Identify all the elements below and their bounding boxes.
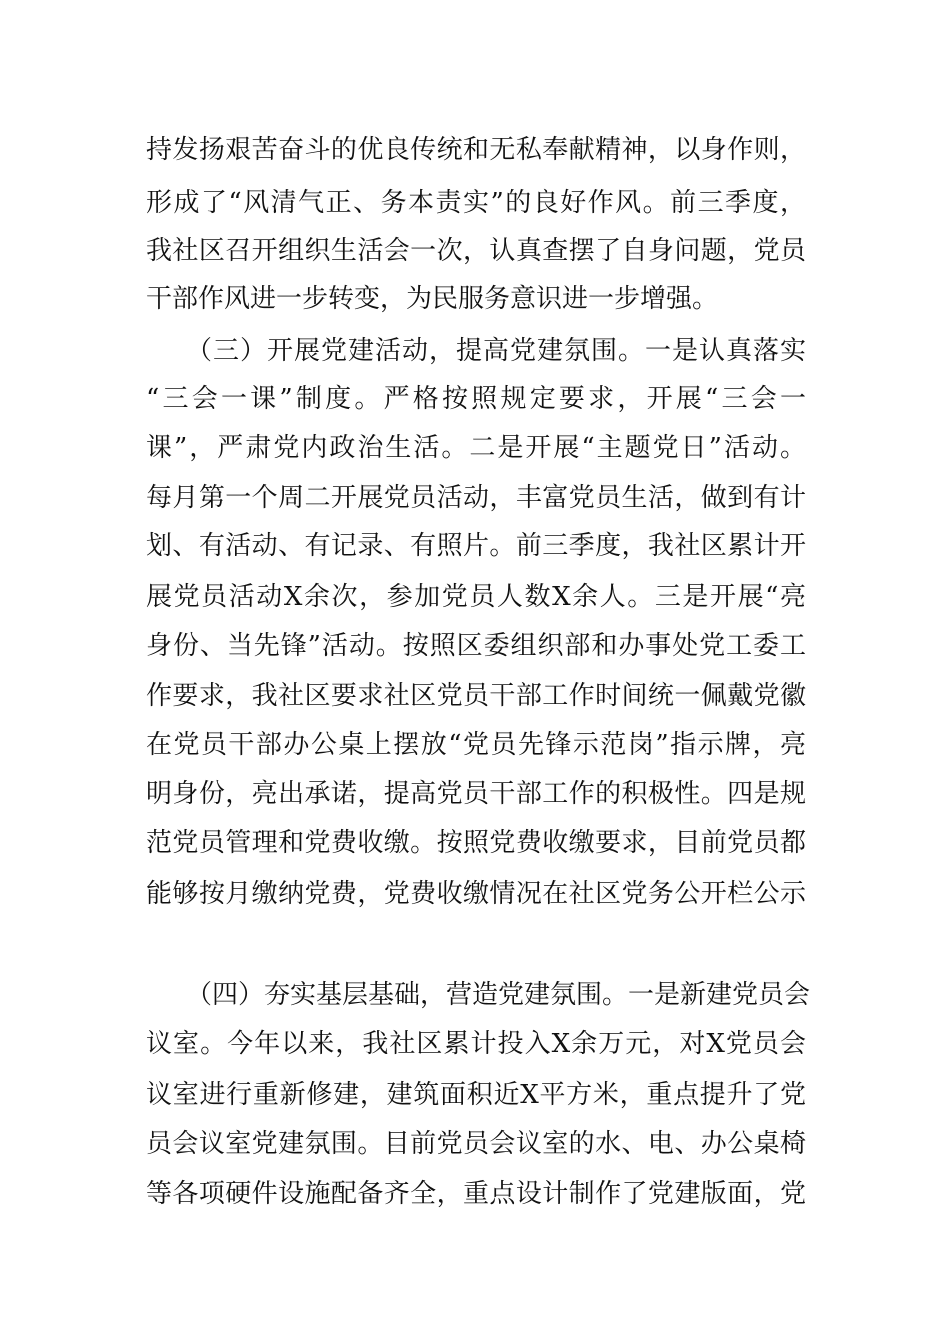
paragraph-3-line-4: 员会议室党建氛围。目前党员会议室的水、电、办公桌椅: [146, 1129, 806, 1159]
paragraph-3-line-3: 议室进行重新修建，建筑面积近X平方米，重点提升了党: [146, 1080, 806, 1110]
paragraph-1-line-2: 形成了“风清气正、务本责实”的良好作风。前三季度，: [146, 188, 806, 218]
paragraph-2-line-10: 明身份，亮出承诺，提高党员干部工作的积极性。四是规: [146, 779, 806, 809]
paragraph-2-line-6: 展党员活动X余次，参加党员人数X余人。三是开展“亮: [146, 582, 806, 612]
paragraph-2-line-8: 作要求，我社区要求社区党员干部工作时间统一佩戴党徽: [146, 681, 806, 711]
paragraph-2-line-11: 范党员管理和党费收缴。按照党费收缴要求，目前党员都: [146, 828, 806, 858]
paragraph-3-line-5: 等各项硬件设施配备齐全，重点设计制作了党建版面，党: [146, 1179, 806, 1209]
paragraph-2-line-1: （三）开展党建活动，提高党建氛围。一是认真落实: [186, 336, 806, 366]
paragraph-3-line-2: 议室。今年以来，我社区累计投入X余万元，对X党员会: [146, 1029, 806, 1059]
paragraph-2-line-9: 在党员干部办公桌上摆放“党员先锋示范岗”指示牌，亮: [146, 730, 806, 760]
paragraph-2-line-3: 课”，严肃党内政治生活。二是开展“主题党日”活动。: [146, 433, 806, 463]
paragraph-2-line-4: 每月第一个周二开展党员活动，丰富党员生活，做到有计: [146, 483, 806, 513]
paragraph-1-line-3: 我社区召开组织生活会一次，认真查摆了自身问题，党员: [146, 236, 806, 266]
paragraph-2-line-5: 划、有活动、有记录、有照片。前三季度，我社区累计开: [146, 531, 806, 561]
paragraph-1-line-1: 持发扬艰苦奋斗的优良传统和无私奉献精神，以身作则，: [146, 135, 806, 165]
paragraph-2-line-2: “三会一课”制度。严格按照规定要求，开展“三会一: [146, 384, 806, 414]
paragraph-2-line-12: 能够按月缴纳党费，党费收缴情况在社区党务公开栏公示: [146, 879, 806, 909]
paragraph-1-line-4: 干部作风进一步转变，为民服务意识进一步增强。: [146, 284, 719, 314]
paragraph-3-line-1: （四）夯实基层基础，营造党建氛围。一是新建党员会: [186, 980, 811, 1010]
paragraph-2-line-7: 身份、当先锋”活动。按照区委组织部和办事处党工委工: [146, 631, 806, 661]
